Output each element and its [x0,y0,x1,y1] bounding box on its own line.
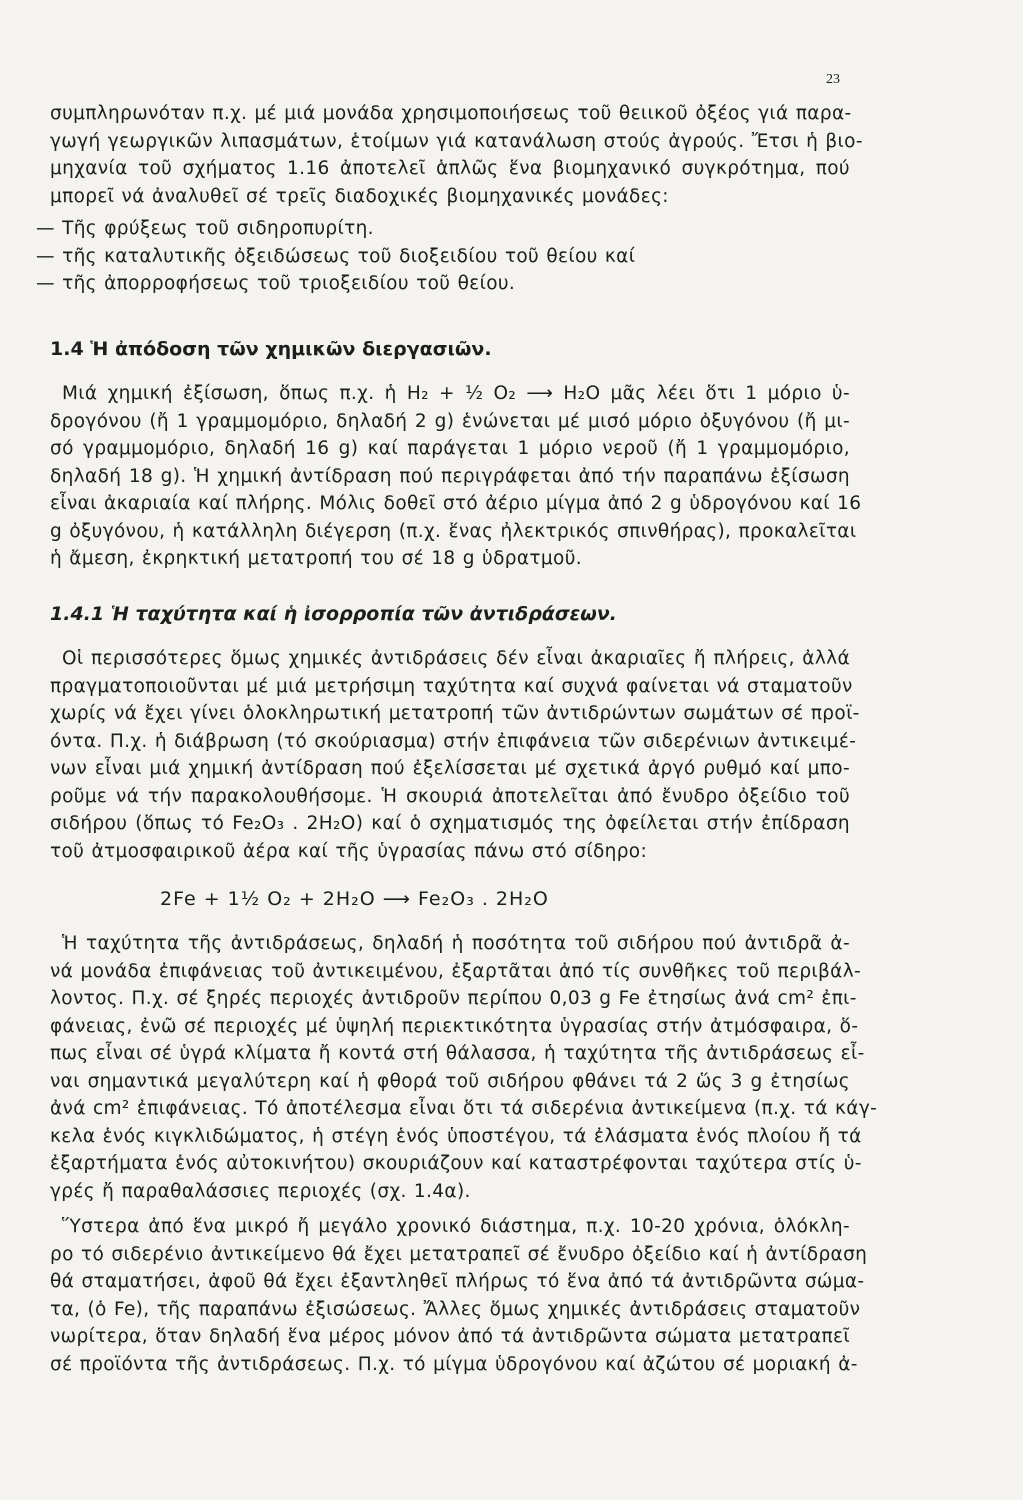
text-line: δηλαδή 18 g). Ἡ χημική ἀντίδραση πού περιγράφεται ἀπό τήν παραπάνω ἐξίσωση [50,465,850,487]
text-line: τοῦ ἀτμοσφαιρικοῦ ἀέρα καί τῆς ὑγρασίας πάνω στό σίδηρο: [50,840,648,862]
list-item: — τῆς ἀπορροφήσεως τοῦ τριοξειδίου τοῦ θείου. [36,273,516,294]
text-line: ἡ ἄμεση, ἐκρηκτική μετατροπή του σέ 18 g ὑδρατμοῦ. [50,548,582,569]
text-line: ρο τό σιδερένιο ἀντικείμενο θά ἔχει μετατραπεῖ σέ ἔνυδρο ὀξείδιο καί ἡ ἀντίδραση [50,1243,868,1265]
paragraph-3 [50,645,860,865]
subsection-heading: 1.4.1 Ἡ ταχύτητα καί ἡ ἰσορροπία τῶν ἀντιδράσεων. [50,603,617,625]
list-item: — τῆς καταλυτικῆς ὀξειδώσεως τοῦ διοξειδίου τοῦ θείου καί [36,245,636,267]
text-line: νωρίτερα, ὅταν δηλαδή ἕνα μέρος μόνον ἀπό τά ἀντιδρῶντα σώματα μετατραπεῖ [50,1326,850,1347]
text-line: Μιά χημική ἐξίσωση, ὅπως π.χ. ἡ H₂ + ½ O₂ ⟶ H₂O μᾶς λέει ὅτι 1 μόριο ὑ- [62,383,850,404]
text-line: δρογόνου (ἤ 1 γραμμομόριο, δηλαδή 2 g) ἑνώνεται μέ μισό μόριο ὀξυγόνου (ἤ μι- [50,410,850,432]
text-line: ἐξαρτήματα ἑνός αὐτοκινήτου) σκουριάζουν καί καταστρέφονται ταχύτερα στίς ὑ- [50,1153,862,1174]
section-heading: 1.4 Ἡ ἀπόδοση τῶν χημικῶν διεργασιῶν. [50,338,492,360]
paragraph-2 [50,380,862,573]
text-line: γωγή γεωργικῶν λιπασμάτων, ἑτοίμων γιά κατανάλωση στούς ἀγρούς. Ἔτσι ἡ βιο- [50,130,863,152]
text-line: πραγματοποιοῦνται μέ μιά μετρήσιμη ταχύτητα καί συχνά φαίνεται νά σταματοῦν [50,675,853,697]
text-line: μπορεῖ νά ἀναλυθεῖ σέ τρεῖς διαδοχικές βιομηχανικές μονάδες: [50,185,669,207]
paragraph-1 [50,100,863,210]
text-line: χωρίς νά ἔχει γίνει ὁλοκληρωτική μετατροπή τῶν ἀντιδρώντων σωμάτων σέ προϊ- [50,703,860,724]
text-line: g ὀξυγόνου, ἡ κατάλληλη διέγερση (π.χ. ἕνας ἠλεκτρικός σπινθήρας), προκαλεῖται [50,520,857,542]
text-line: ἀνά cm² ἐπιφάνειας. Τό ἀποτέλεσμα εἶναι ὅτι τά σιδερένια ἀντικείμενα (π.χ. τά κάγ- [50,1098,878,1119]
text-line: όντα. Π.χ. ἡ διάβρωση (τό σκούριασμα) στήν ἐπιφάνεια τῶν σιδερένιων ἀντικειμέ- [50,730,857,752]
page-number: 23 [826,72,840,87]
text-line: φάνειας, ἐνῶ σέ περιοχές μέ ὑψηλή περιεκτικότητα ὑγρασίας στήν ἀτμόσφαιρα, ὅ- [50,1015,859,1037]
paragraph-4 [50,930,878,1205]
text-line: θά σταματήσει, ἀφοῦ θά ἔχει ἐξαντληθεῖ πλήρως τό ἕνα ἀπό τά ἀντιδρῶντα σώμα- [50,1271,865,1292]
text-line: ροῦμε νά τήν παρακολουθήσομε. Ἡ σκουριά ἀποτελεῖται ἀπό ἔνυδρο ὀξείδιο τοῦ [50,785,850,807]
text-line: Οἱ περισσότερες ὅμως χημικές ἀντιδράσεις δέν εἶναι ἀκαριαῖες ἤ πλήρεις, ἀλλά [62,648,850,669]
text-line: σέ προϊόντα τῆς ἀντιδράσεως. Π.χ. τό μίγμα ὑδρογόνου καί ἀζώτου σέ μοριακή ἀ- [50,1353,858,1375]
text-line: πως εἶναι σέ ὑγρά κλίματα ἤ κοντά στή θάλασσα, ἡ ταχύτητα τῆς ἀντιδράσεως εἶ- [50,1043,865,1064]
text-line: Ἡ ταχύτητα τῆς ἀντιδράσεως, δηλαδή ἡ ποσότητα τοῦ σιδήρου πού ἀντιδρᾶ ἀ- [62,933,850,954]
paragraph-5 [50,1213,868,1378]
list-item: — Τῆς φρύξεως τοῦ σιδηροπυρίτη. [36,218,374,239]
text-line: σιδήρου (ὅπως τό Fe₂O₃ . 2H₂O) καί ὁ σχηματισμός της ὀφείλεται στήν ἐπίδραση [50,813,850,834]
text-line: μηχανία τοῦ σχήματος 1.16 ἀποτελεῖ ἁπλῶς ἕνα βιομηχανικό συγκρότημα, πού [50,158,850,179]
process-list [36,215,736,298]
text-line: κελα ἑνός κιγκλιδώματος, ἡ στέγη ἑνός ὑποστέγου, τά ἐλάσματα ἑνός πλοίου ἤ τά [50,1125,862,1147]
text-line: λοντος. Π.χ. σέ ξηρές περιοχές ἀντιδροῦν περίπου 0,03 g Fe ἐτησίως ἀνά cm² ἐπι- [50,988,857,1009]
text-line: συμπληρωνόταν π.χ. μέ μιά μονάδα χρησιμοποιήσεως τοῦ θειικοῦ ὀξέος γιά παρα- [50,103,852,124]
text-line: νων εἶναι μιά χημική ἀντίδραση πού ἐξελίσσεται μέ σχετικά ἀργό ρυθμό καί μπο- [50,758,850,779]
text-line: τα, (ὁ Fe), τῆς παραπάνω ἐξισώσεως. Ἄλλες ὅμως χημικές ἀντιδράσεις σταματοῦν [50,1298,861,1320]
text-line: γρές ἤ παραθαλάσσιες περιοχές (σχ. 1.4α). [50,1180,471,1202]
text-line: εἶναι ἀκαριαία καί πλήρης. Μόλις δοθεῖ στό ἀέριο μίγμα ἀπό 2 g ὑδρογόνου καί 16 [50,493,862,514]
chemical-equation: 2Fe + 1½ O₂ + 2H₂O ⟶ Fe₂O₃ . 2H₂O [160,888,549,910]
text-line: ναι σημαντικά μεγαλύτερη καί ἡ φθορά τοῦ σιδήρου φθάνει τά 2 ὥς 3 g ἐτησίως [50,1070,850,1092]
text-line: νά μονάδα ἐπιφάνειας τοῦ ἀντικειμένου, ἐξαρτᾶται ἀπό τίς συνθῆκες τοῦ περιβάλ- [50,960,862,982]
text-line: Ὕστερα ἀπό ἕνα μικρό ἤ μεγάλο χρονικό διάστημα, π.χ. 10-20 χρόνια, ὁλόκλη- [62,1216,850,1237]
text-line: σό γραμμομόριο, δηλαδή 16 g) καί παράγεται 1 μόριο νεροῦ (ἤ 1 γραμμομόριο, [50,438,850,459]
